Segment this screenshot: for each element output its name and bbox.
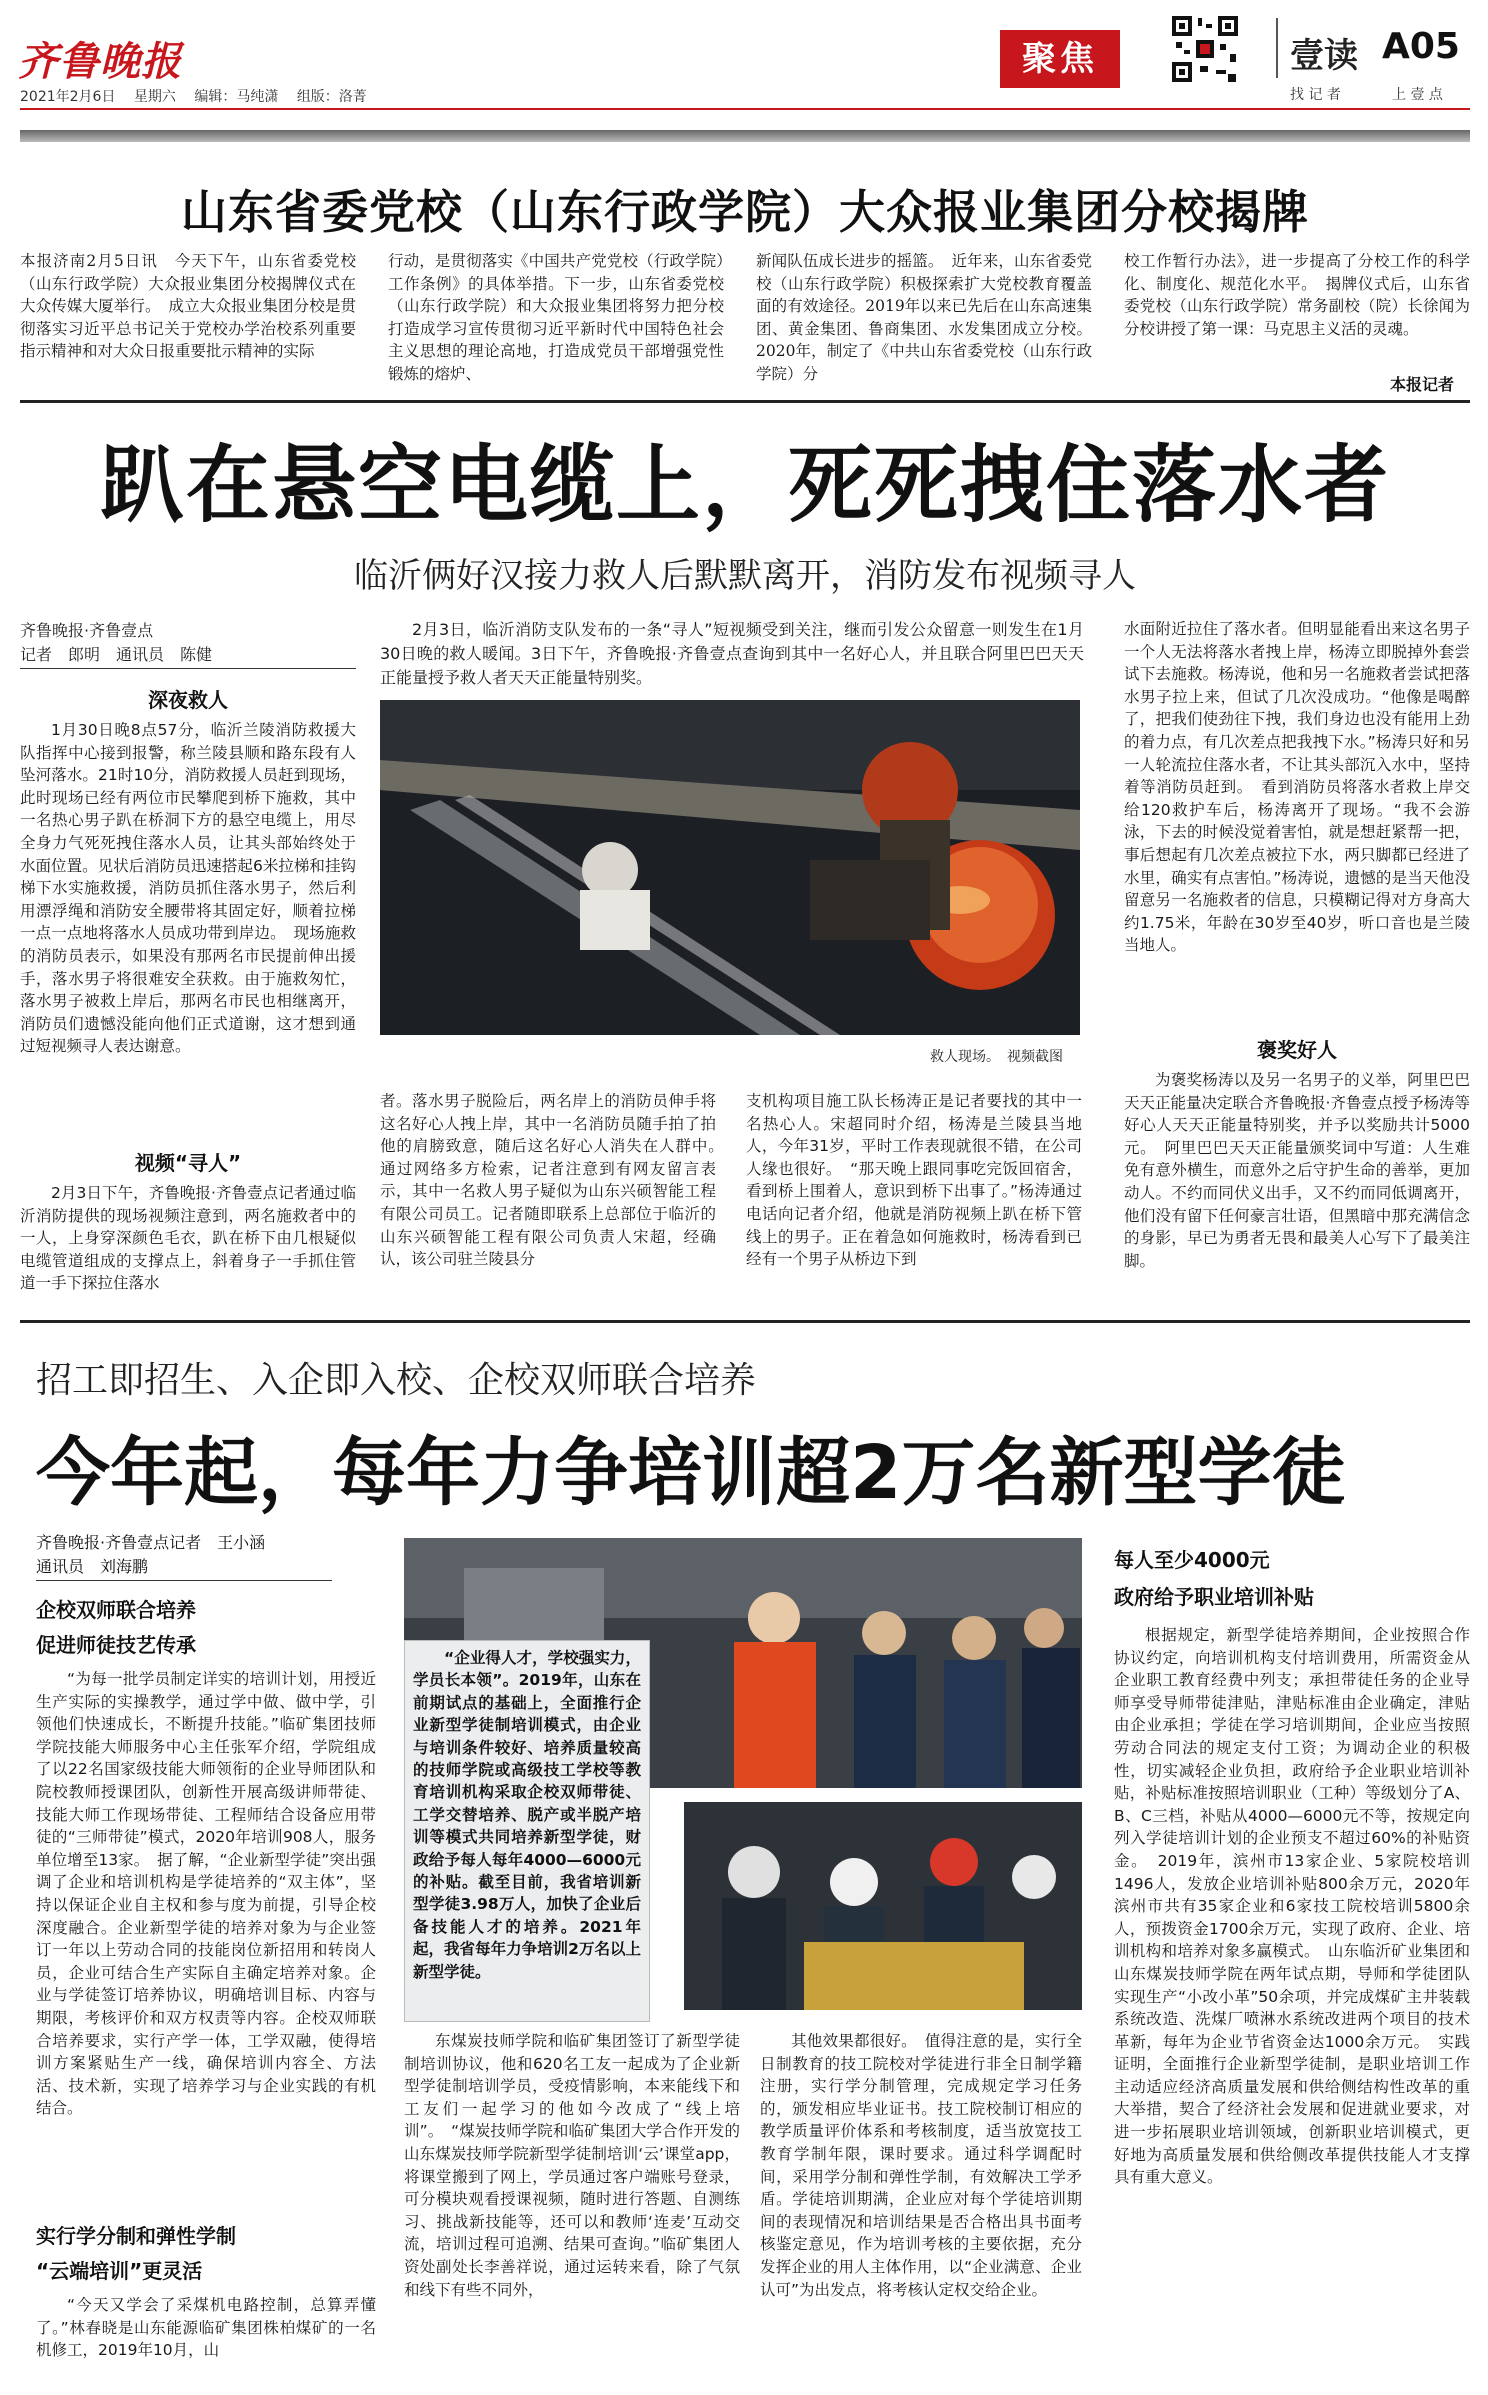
- story1-col4: 校工作暂行办法》，进一步提高了分校工作的科学化、制度化、规范化水平。 揭牌仪式后，山东省委党校（山东行政学院）常务副校（院）长徐闻为分校讲授了第一课：马克思主义活的灵魂。: [1124, 252, 1470, 338]
- story2-source-rule: [20, 668, 356, 669]
- story2-reporters: 记者 郎明 通讯员 陈健: [20, 645, 213, 664]
- masthead: [0, 0, 1488, 130]
- column-name: 壹读: [1290, 36, 1358, 76]
- slogan-right: 上 壹 点: [1392, 87, 1443, 103]
- story3-correspondent: 通讯员 刘海鹏: [36, 1557, 149, 1576]
- story1-byline: 本报记者: [1390, 375, 1455, 394]
- story2-col4: [1124, 618, 1470, 1318]
- story1-col3: 新闻队伍成长进步的摇篮。 近年来，山东省委党校（山东行政学院）积极探索扩大党校教育覆盖面的有效途径。2019年以来已先后在山东高速集团、黄金集团、鲁商集团、水发集团成立分校。2020年，制定了《中共山东省委党校（山东行政学院）分: [756, 252, 1092, 383]
- story3-subhead-3a: 每人至少4000元: [1114, 1548, 1270, 1572]
- editor-credit: 编辑：马纯潇: [194, 89, 279, 105]
- story3-col4: [1114, 1540, 1470, 2380]
- story3-headline: 今年起，每年力争培训超2万名新型学徒: [36, 1430, 1346, 1516]
- story2-divider: [20, 1320, 1470, 1323]
- layout-credit: 组版：洛菁: [296, 89, 367, 105]
- story2-body-1: 1月30日晚8点57分，临沂兰陵消防救援大队指挥中心接到报警，称兰陵县顺和路东段有人坠河落水。21时10分，消防救援人员赶到现场，此时现场已经有两位市民攀爬到桥下施救，其中一名热心男子趴在桥洞下方的悬空电缆上，用尽全身力气死死拽住落水人员，让其头部始终处于水面位置。见状后消防员迅速搭起6米拉梯和挂钩梯下水实施救援，消防员抓住落水男子，然后利用漂浮绳和消防安全腰带将其固定好，顺着拉梯一点一点地将落水人员成功带到岸边。 现场施救的消防员表示，如果没有那两名市民提前伸出援手，落水男子将很难安全获救。由于施救匆忙，落水男子被救上岸后，那两名市民也相继离开，消防员们遗憾没能向他们正式道谢，这才想到通过短视频寻人表达谢意。: [20, 721, 356, 1056]
- newspaper-logo: 齐鲁晚报: [18, 38, 182, 85]
- issue-weekday: 星期六: [133, 89, 176, 105]
- story3-body-4: 其他效果都很好。 值得注意的是，实行全日制教育的技工院校对学徒进行非全日制学籍注册，实行学分制管理，完成规定学习任务的，颁发相应毕业证书。技工院校制订相应的教学质量评价体系和考核制度，适当放宽技工教育学制年限，课时要求。通过科学调配时间，采用学分制和弹性学制，有效解决工学矛盾。学徒培训期满，企业应对每个学徒培训期间的表现情况和培训结果是否合格出具书面考核鉴定意见，作为培训考核的主要依据，充分发挥企业的用人主体作用，以“企业满意、企业认可”为出发点，将考核认定权交给企业。: [760, 2032, 1082, 2299]
- story3-body-3: 东煤炭技师学院和临矿集团签订了新型学徒制培训协议，他和620名工友一起成为了企业新型学徒制培训学员，受疫情影响，本来能线下和工友们一起学习的他如今改成了“线上培训”。 “煤炭技师学院和临矿集团大学合作开发的山东煤炭技师学院新型学徒制培训‘云’课堂app，将课堂搬到了网上，学员通过客户端账号登录，可分模块观看授课视频，随时进行答题、自测练习、挑战新技能等，还可以和教师‘连麦’互动交流，培训过程可追溯、结果可查询。”临矿集团人资处副处长李善祥说，通过运转来看，除了气氛和线下有些不同外，: [404, 2032, 740, 2299]
- story2-headline: 趴在悬空电缆上，死死拽住落水者: [99, 436, 1390, 534]
- issue-date: 2021年2月6日: [20, 89, 116, 105]
- story3-body-2: “今天又学会了采煤机电路控制，总算弄懂了。”林春晓是山东能源临矿集团株柏煤矿的一名机修工，2019年10月，山: [36, 2296, 376, 2360]
- story3-subhead-3b: 政府给予职业培训补贴: [1114, 1585, 1314, 1609]
- story3-source: 齐鲁晚报·齐鲁壹点记者 王小涵: [36, 1533, 266, 1552]
- issue-info: [20, 86, 367, 106]
- story3-subhead-1a: 企校双师联合培养: [36, 1598, 196, 1622]
- story3-source-rule: [36, 1580, 332, 1581]
- photo-caption: 救人现场。 视频截图: [930, 1049, 1063, 1065]
- story2-intro: 2月3日，临沂消防支队发布的一条“寻人”短视频受到关注，继而引发公众留意一则发生在1月30日晚的救人暖闻。3日下午，齐鲁晚报·齐鲁壹点查询到其中一名好心人，并且联合阿里巴巴天天正能量授予救人者天天正能量特别奖。: [380, 620, 1084, 687]
- story2-subhead-1: 深夜救人: [148, 688, 228, 712]
- story2-body-5: 水面附近拉住了落水者。但明显能看出来这名男子一个人无法将落水者拽上岸，杨涛立即脱掉外套尝试下去施救。杨涛说，他和另一名施救者尝试把落水男子拉上来，但试了几次没成功。“他像是喝醉了，把我们使劲往下拽，我们身边也没有能用上劲的着力点，有几次差点把我拽下水。”杨涛只好和另一人轮流拉住落水者，不让其头部沉入水中，坚持着等消防员赶到。 看到消防员将落水者救上岸交给120救护车后，杨涛离开了现场。“我不会游泳，下去的时候没觉着害怕，就是想赶紧帮一把，事后想起有几次差点被拉下水，两只脚都已经进了水里，确实有点害怕。”杨涛说，遗憾的是当天他没留意另一名施救者的信息，只模糊记得对方身高大约1.75米，年龄在30岁至40岁，听口音也是兰陵当地人。: [1124, 620, 1470, 955]
- story2-body-4: 支机构项目施工队长杨涛正是记者要找的其中一名热心人。宋超同时介绍，杨涛是兰陵县当地人，今年31岁，平时工作表现就很不错，在公司人缘也很好。 “那天晚上跟同事吃完饭回宿舍，看到桥上围着人，意识到桥下出事了。”杨涛通过电话向记者介绍，他就是消防视频上趴在桥下管线上的男子。正在着急如何施救时，杨涛看到已经有一个男子从桥边下到: [746, 1092, 1082, 1269]
- story3-body-5: 根据规定，新型学徒培养期间，企业按照合作协议约定，向培训机构支付培训费用，所需资金从企业职工教育经费中列支；承担带徒任务的企业导师享受导师带徒津贴，津贴标准由企业确定，津贴由企业承担；学徒在学习培训期间，企业应当按照劳动合同法的规定支付工资；为调动企业的积极性，切实减轻企业负担，政府给予企业职业培训补贴，补贴标准按照培训职业（工种）等级划分了A、B、C三档，补贴从4000—6000元不等，按规定向列入学徒培训计划的企业预支不超过60%的补贴资金。 2019年，滨州市13家企业、5家院校培训1496人，发放企业培训补贴800余万元，2020年滨州市共有35家企业和6家技工院校培训5800余人，预拨资金1700余万元，实现了政府、企业、培训机构和培养对象多赢模式。 山东临沂矿业集团和山东煤炭技师学院在两年试点期，导师和学徒团队实现生产“小改小革”50余项，并完成煤矿主井装载系统改造、洗煤厂喷淋水系统改进两个项目的技术革新，每年为企业节省资金达1000余万元。 实践证明，全面推行企业新型学徒制，是职业培训工作主动适应经济高质量发展和供给侧结构性改革的重大举措，契合了经济社会发展和促进就业要求，对进一步拓展职业培训领域，创新职业培训模式，更好地为高质量发展和供给侧改革提供技能人才支撑具有重大意义。: [1114, 1626, 1470, 2187]
- story2-source: 齐鲁晚报·齐鲁壹点: [20, 621, 154, 640]
- story1-divider: [20, 400, 1470, 403]
- story3-subhead-1b: 促进师徒技艺传承: [36, 1633, 196, 1657]
- story1-col1: 本报济南2月5日讯 今天下午，山东省委党校（山东行政学院）大众报业集团分校揭牌仪式在大众传媒大厦举行。 成立大众报业集团分校是贯彻落实习近平总书记关于党校办学治校系列重要指示精神和对大众日报重要批示精神的实际: [20, 252, 356, 361]
- masthead-divider: [1276, 18, 1278, 78]
- story1-col2: 行动，是贯彻落实《中国共产党党校（行政学院）工作条例》的具体举措。下一步，山东省委党校（山东行政学院）和大众报业集团将努力把分校打造成学习宣传贯彻习近平新时代中国特色社会主义思想的理论高地，打造成党员干部增强党性锻炼的熔炉、: [388, 252, 724, 383]
- story3-pullquote: [404, 1640, 650, 2022]
- page-number: A05: [1382, 26, 1460, 67]
- story2-col1: [20, 676, 356, 1316]
- section-tag: 聚焦: [1000, 30, 1120, 88]
- story3-subhead-2a: 实行学分制和弹性学制: [36, 2224, 236, 2248]
- story2-subhead-3: 褒奖好人: [1257, 1038, 1337, 1062]
- pullquote-text: “企业得人才，学校强实力，学员长本领”。2019年，山东在前期试点的基础上，全面推行企业新型学徒制培训模式，由企业与培训条件较好、培养质量较高的技师学院或高级技工学校等教育培训机构采取企校双师带徒、工学交替培养、脱产或半脱产培训等模式共同培养新型学徒，财政给予每人每年4000—6000元的补贴。截至目前，我省培训新型学徒3.98万人，加快了企业后备技能人才的培养。2021年起，我省每年力争培训2万名以上新型学徒。: [413, 1649, 641, 1981]
- fire-rescue-photo: [380, 700, 1080, 1035]
- story2-body-6: 为褒奖杨涛以及另一名男子的义举，阿里巴巴天天正能量决定联合齐鲁晚报·齐鲁壹点授予杨涛等好心人天天正能量特别奖，并予以奖励共计5000元。 阿里巴巴天天正能量颁奖词中写道：人生难免有意外横生，而意外之后守护生命的善举，更加动人。不约而同伏义出手，又不约而同低调离开，他们没有留下任何豪言壮语，但黑暗中那充满信念的身影，早已为勇者无畏和最美人心写下了最美注脚。: [1124, 1071, 1470, 1270]
- story2-body-3: 者。落水男子脱险后，两名岸上的消防员伸手将这名好心人拽上岸，其中一名消防员随手拍了拍他的肩膀致意，随后这名好心人消失在人群中。 通过网络多方检索，记者注意到有网友留言表示，其中一名救人男子疑似为山东兴硕智能工程有限公司员工。记者随即联系上总部位于临沂的山东兴硕智能工程有限公司负责人宋超，经确认，该公司驻兰陵县分: [380, 1092, 732, 1269]
- story1-headline: 山东省委党校（山东行政学院）大众报业集团分校揭牌: [181, 185, 1309, 239]
- story3-kicker: 招工即招生、入企即入校、企校双师联合培养: [36, 1360, 757, 1401]
- training-photo-2: [684, 1802, 1082, 2010]
- qr-code-icon: [1170, 14, 1240, 84]
- story2-body-2: 2月3日下午，齐鲁晚报·齐鲁壹点记者通过临沂消防提供的现场视频注意到，两名施救者中的一人，上身穿深颜色毛衣，趴在桥下由几根疑似电缆管道组成的支撑点上，斜着身子一手抓住管道一手下探拉住落水: [20, 1184, 356, 1293]
- story3-body-1: “为每一批学员制定详实的培训计划，用授近生产实际的实操教学，通过学中做、做中学，引领他们快速成长，不断提升技能。”临矿集团技师学院技能大师服务中心主任张军介绍，学院组成了以22名国家级技能大师领衔的企业导师团队和院校教师授课团队，创新性开展高级讲师带徒、技能大师工作现场带徒、工程师结合设备应用带徒的“三师带徒”模式，2020年培训908人，服务单位增至13家。 据了解，“企业新型学徒”突出强调了企业和培训机构是学徒培养的“双主体”，坚持以保证企业自主权和参与度为前提，引导企校深度融合。企业新型学徒的培养对象为与企业签订一年以上劳动合同的技能岗位新招用和转岗人员，企业可结合生产实际自主确定培养对象。企业与学徒签订培养协议，明确培训目标、内容与期限，考核评价和双方权责等内容。企校双师联合培养要求，实行产学一体，工学双融，使得培训方案紧贴生产一线，确保培训内容全、方法活、技术新，实现了培养学习与企业实践的有机结合。: [36, 1670, 376, 2118]
- story2-deck: 临沂俩好汉接力救人后默默离开，消防发布视频寻人: [354, 556, 1136, 596]
- masthead-rule: [20, 108, 1470, 110]
- gray-band: [20, 130, 1470, 142]
- story3-col1: [36, 1588, 376, 2378]
- story3-subhead-2b: “云端培训”更灵活: [36, 2259, 203, 2283]
- story2-subhead-2: 视频“寻人”: [134, 1151, 242, 1175]
- slogan-left: 找 记 者: [1290, 87, 1341, 103]
